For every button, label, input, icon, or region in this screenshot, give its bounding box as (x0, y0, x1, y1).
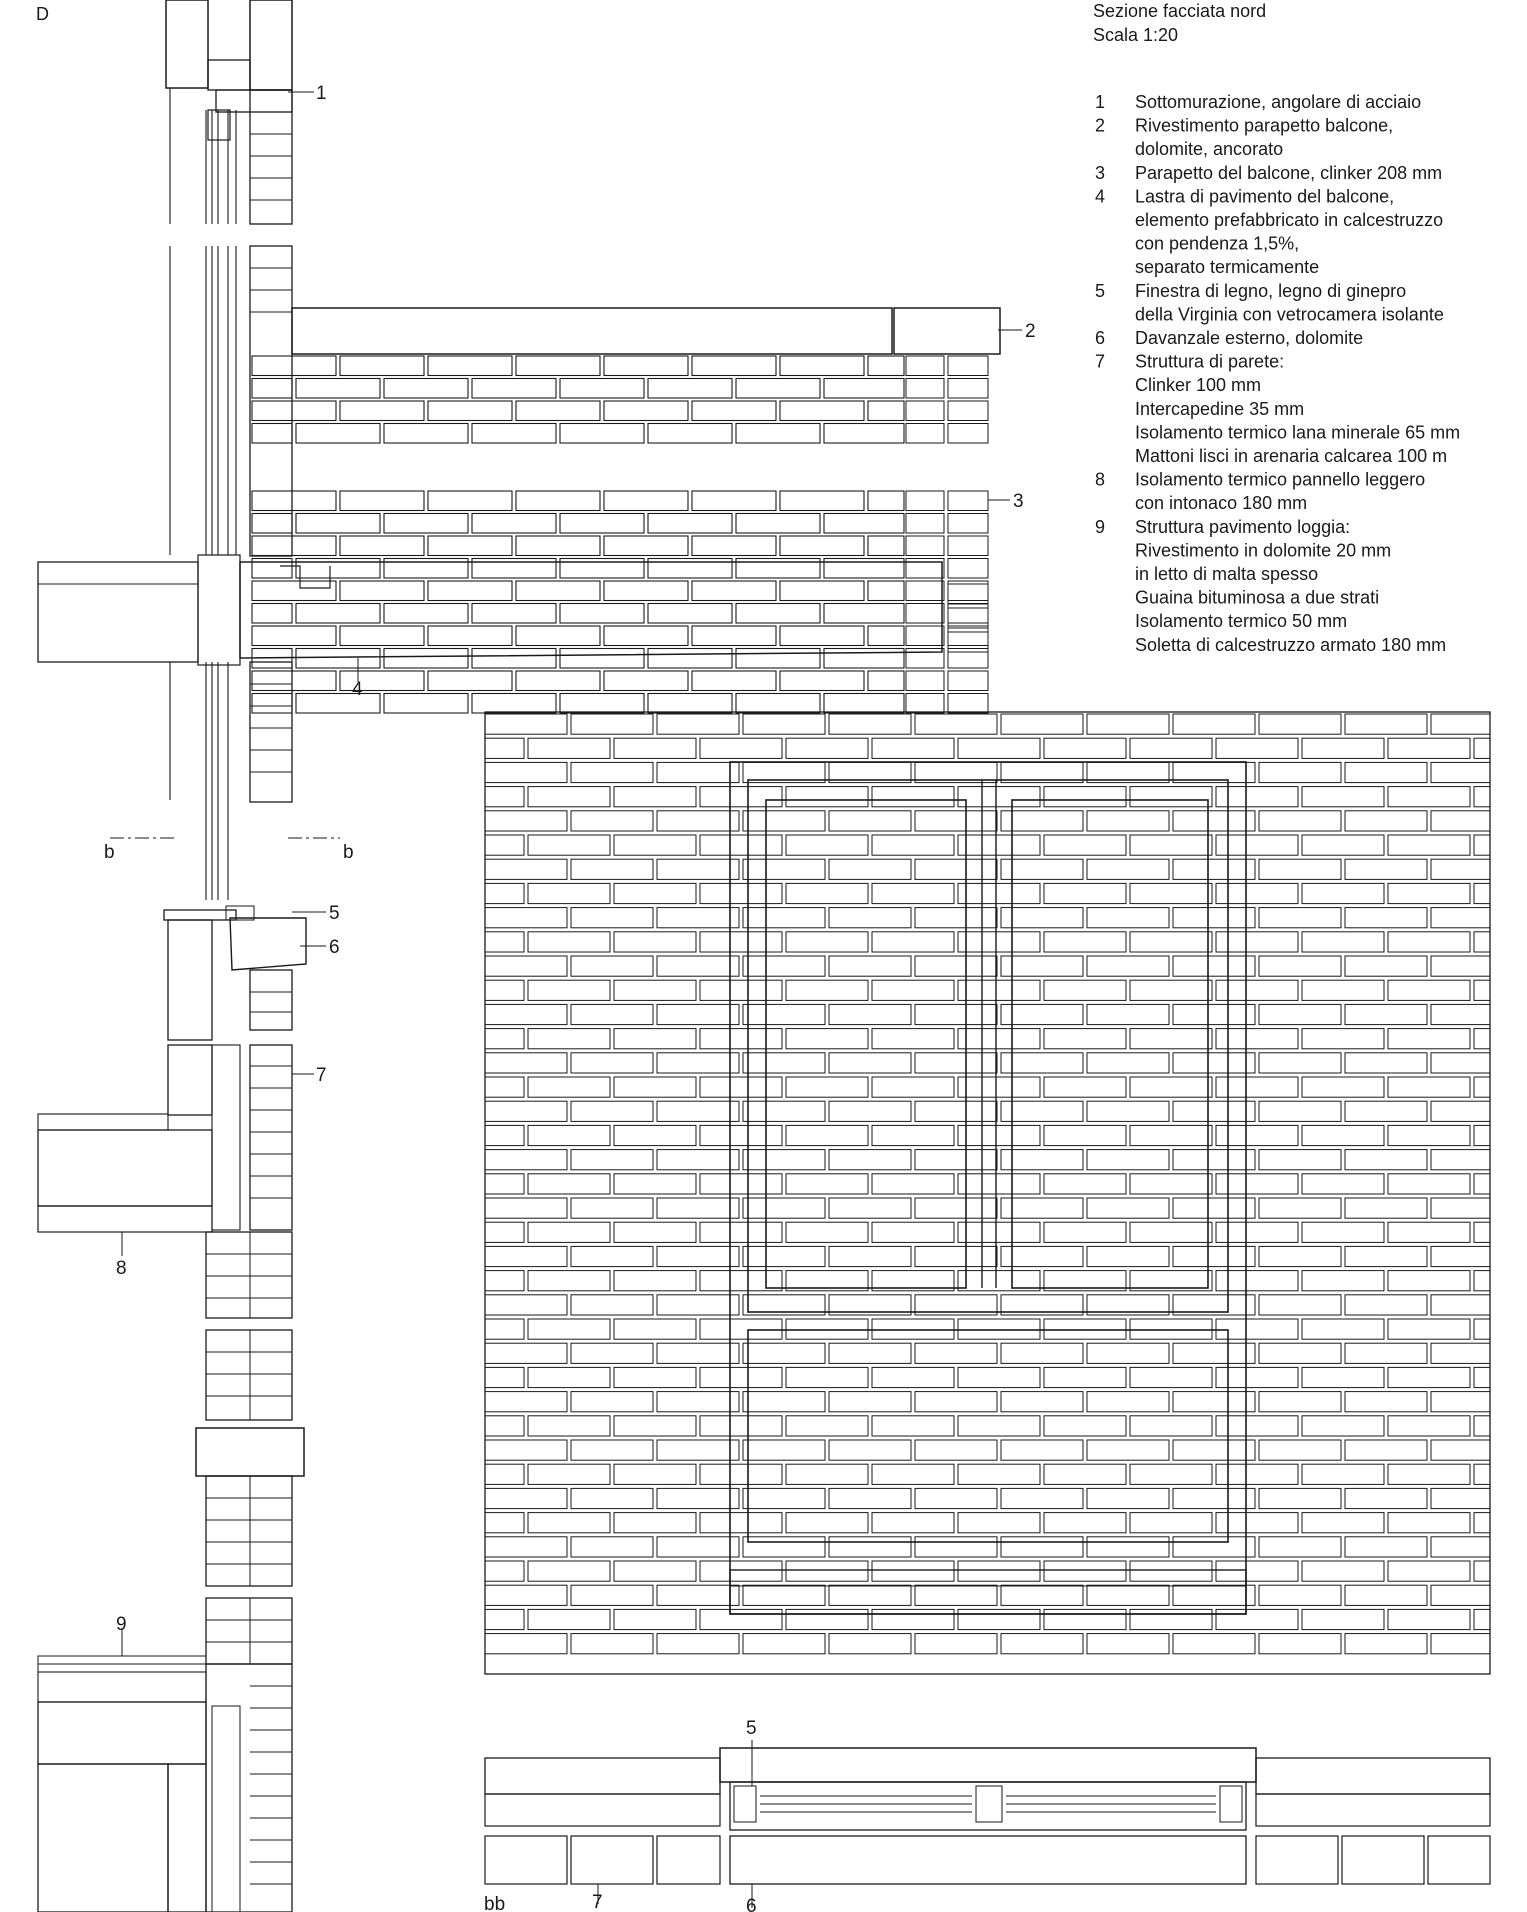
legend-line: Mattoni lisci in arenaria calcarea 100 m (1135, 446, 1448, 466)
legend-line: Finestra di legno, legno di ginepro (1135, 280, 1407, 301)
legend-line: Clinker 100 mm (1135, 375, 1262, 396)
legend-line: Rivestimento parapetto balcone, (1135, 115, 1394, 136)
legend-line: con intonaco 180 mm (1135, 493, 1308, 514)
legend-number: 3 (1095, 162, 1106, 183)
legend-line: separato termicamente (1135, 257, 1320, 278)
legend-line: Davanzale esterno, dolomite (1135, 328, 1364, 348)
drawing-title: Sezione facciata nord (1093, 1, 1267, 21)
legend-line: in letto di malta spesso (1135, 564, 1319, 584)
legend-line: dolomite, ancorato (1135, 139, 1284, 160)
legend-line: Struttura pavimento loggia: (1135, 516, 1351, 537)
legend-line: della Virginia con vetrocamera isolante (1135, 304, 1444, 325)
legend-line: Guaina bituminosa a due strati (1135, 587, 1380, 608)
callout-4: 4 (352, 679, 363, 700)
legend-line: Intercapedine 35 mm (1135, 398, 1305, 419)
drawing-scale: Scala 1:20 (1093, 25, 1179, 45)
legend-list (1095, 92, 1460, 655)
callout-2: 2 (1025, 321, 1036, 342)
panel-label: D (36, 4, 49, 24)
legend-line: Rivestimento in dolomite 20 mm (1135, 540, 1392, 561)
legend-line: Isolamento termico lana minerale 65 mm (1135, 422, 1461, 443)
legend-number: 9 (1095, 516, 1106, 537)
facade-elevation (485, 712, 1490, 1674)
legend-line: Parapetto del balcone, clinker 208 mm (1135, 162, 1443, 183)
section-marker-left: b (104, 842, 115, 863)
callout-1: 1 (316, 83, 327, 104)
legend-line: Soletta di calcestruzzo armato 180 mm (1135, 634, 1447, 655)
legend-number: 1 (1095, 92, 1106, 112)
legend-line: Isolamento termico pannello leggero (1135, 469, 1426, 490)
legend-number: 6 (1095, 328, 1106, 348)
horizontal-section-bb (484, 1740, 1490, 1912)
legend-line: Sottomurazione, angolare di acciaio (1135, 92, 1422, 112)
callout-5: 5 (329, 903, 340, 924)
legend-number: 7 (1095, 351, 1106, 372)
callout-9: 9 (116, 1614, 127, 1635)
callout-6: 6 (329, 937, 340, 958)
legend-number: 2 (1095, 115, 1106, 136)
legend-number: 8 (1095, 469, 1106, 490)
legend-line: con pendenza 1,5%, (1135, 233, 1300, 254)
legend-line: Isolamento termico 50 mm (1135, 611, 1348, 632)
callout-8: 8 (116, 1258, 127, 1279)
section-marker-right: b (343, 842, 354, 863)
callout-7-plan: 7 (592, 1892, 603, 1912)
callout-7: 7 (316, 1065, 327, 1086)
legend-number: 4 (1095, 186, 1106, 207)
legend-line: Lastra di pavimento del balcone, (1135, 186, 1395, 207)
callout-5-plan: 5 (746, 1718, 757, 1739)
callout-3: 3 (1013, 491, 1024, 512)
legend-line: elemento prefabbricato in calcestruzzo (1135, 210, 1444, 230)
callout-6-plan: 6 (746, 1896, 757, 1912)
legend-line: Struttura di parete: (1135, 351, 1285, 372)
bottom-marker: bb (484, 1894, 506, 1912)
legend-number: 5 (1095, 280, 1106, 301)
